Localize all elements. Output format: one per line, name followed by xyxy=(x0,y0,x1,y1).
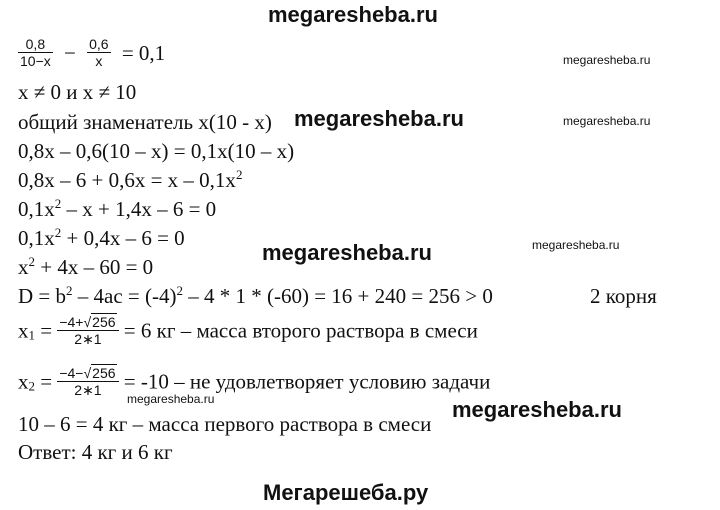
watermark-small: megaresheba.ru xyxy=(127,392,215,406)
fraction: $\frac{0,8}{10-x}$ xyxy=(20,36,51,69)
fraction: $\frac{0,6}{x}$ xyxy=(89,36,109,69)
solution-line: x ≠ 0 и x ≠ 10 xyxy=(18,80,137,104)
solution-line: $0,1x^2 - x + 1,4x - 6 = 0$ xyxy=(18,196,217,221)
roots-count: 2 корня xyxy=(590,284,657,308)
solution-line: 0,8x – 0,6(10 – x) = 0,1x(10 – x) xyxy=(18,139,295,163)
solution-line: $x^2 + 4x - 60 = 0$ xyxy=(18,254,154,279)
solution-line: общий знаменатель x(10 - x) xyxy=(18,110,272,134)
answer-line: Ответ: 4 кг и 6 кг xyxy=(18,440,173,464)
fraction: $\frac{-4-√256}{2∗1}$ xyxy=(57,365,118,398)
watermark-small: megaresheba.ru xyxy=(563,53,651,67)
watermark-mid: megaresheba.ru xyxy=(262,240,432,265)
discriminant-line: $D = b^2 - 4ac = (-4)^2 - 4 * 1 * (-60) = 16 + 240 = 256 > 0$ xyxy=(18,283,493,308)
solution-line: $0,1x^2 + 0,4x - 6 = 0$ xyxy=(18,225,185,250)
watermark-small: megaresheba.ru xyxy=(563,114,651,128)
watermark-small: megaresheba.ru xyxy=(532,238,620,252)
watermark-mid: megaresheba.ru xyxy=(294,106,464,131)
fraction: $\frac{-4+√256}{2∗1}$ xyxy=(57,314,118,347)
watermark-mid: megaresheba.ru xyxy=(452,397,622,422)
solution-line: 10 – 6 = 4 кг – масса первого раствора в смеси xyxy=(18,412,432,436)
solution-line: $0,8x - 6 + 0,6x = x - 0,1x^2$ xyxy=(18,167,243,192)
watermark-top: megaresheba.ru xyxy=(268,2,438,27)
equation-line-1: $\frac{0,8}{10-x}$ − $\frac{0,6}{x}$ = 0,1 xyxy=(20,36,166,69)
root-x2-line: $x_2$ = $\frac{-4-√256}{2∗1}$ = -10 – не удовлетворяет условию задачи xyxy=(18,365,491,398)
root-x1-line: $x_1$ = $\frac{-4+√256}{2∗1}$ = 6 кг – масса второго раствора в смеси xyxy=(18,314,478,347)
sqrt-symbol: √256 xyxy=(83,365,116,381)
watermark-bottom: Мегарешеба.ру xyxy=(263,480,429,505)
sqrt-symbol: √256 xyxy=(83,314,116,330)
